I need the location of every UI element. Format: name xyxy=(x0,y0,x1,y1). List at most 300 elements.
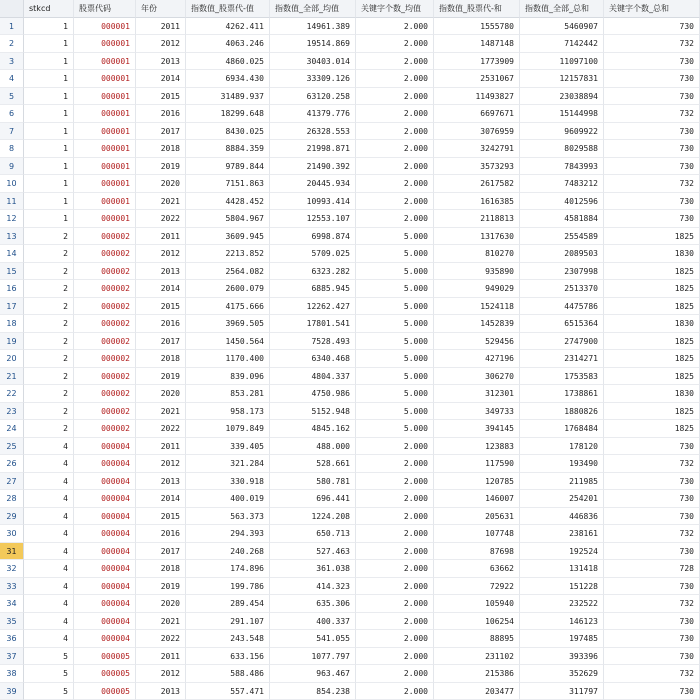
row-number[interactable]: 23 xyxy=(0,403,24,421)
year-cell[interactable]: 2016 xyxy=(136,315,186,333)
row-number[interactable]: 39 xyxy=(0,683,24,700)
keyword-count-mean-cell[interactable]: 2.000 xyxy=(356,123,434,141)
stock-code-cell[interactable]: 000001 xyxy=(74,158,136,176)
stkcd-cell[interactable]: 4 xyxy=(24,543,74,561)
keyword-count-sum-cell[interactable]: 1825 xyxy=(604,368,700,386)
index-all-sum-cell[interactable]: 232522 xyxy=(520,595,604,613)
index-stock-value-cell[interactable]: 6934.430 xyxy=(186,70,270,88)
index-all-mean-cell[interactable]: 635.306 xyxy=(270,595,356,613)
index-stock-value-cell[interactable]: 588.486 xyxy=(186,665,270,683)
index-all-mean-cell[interactable]: 41379.776 xyxy=(270,105,356,123)
year-cell[interactable]: 2016 xyxy=(136,525,186,543)
index-all-mean-cell[interactable]: 5709.025 xyxy=(270,245,356,263)
keyword-count-mean-cell[interactable]: 2.000 xyxy=(356,595,434,613)
index-stock-sum-cell[interactable]: 2617582 xyxy=(434,175,520,193)
stkcd-cell[interactable]: 4 xyxy=(24,473,74,491)
row-number[interactable]: 14 xyxy=(0,245,24,263)
stkcd-cell[interactable]: 1 xyxy=(24,140,74,158)
index-stock-value-cell[interactable]: 18299.648 xyxy=(186,105,270,123)
table-row[interactable] xyxy=(0,210,700,228)
index-stock-value-cell[interactable]: 330.918 xyxy=(186,473,270,491)
index-stock-sum-cell[interactable]: 11493827 xyxy=(434,88,520,106)
keyword-count-sum-cell[interactable]: 732 xyxy=(604,525,700,543)
year-cell[interactable]: 2018 xyxy=(136,140,186,158)
index-stock-sum-cell[interactable]: 1524118 xyxy=(434,298,520,316)
stkcd-cell[interactable]: 1 xyxy=(24,105,74,123)
keyword-count-sum-cell[interactable]: 1830 xyxy=(604,385,700,403)
keyword-count-mean-cell[interactable]: 2.000 xyxy=(356,665,434,683)
index-all-sum-cell[interactable]: 8029588 xyxy=(520,140,604,158)
stkcd-cell[interactable]: 2 xyxy=(24,385,74,403)
row-number[interactable]: 27 xyxy=(0,473,24,491)
year-cell[interactable]: 2013 xyxy=(136,263,186,281)
year-cell[interactable]: 2012 xyxy=(136,455,186,473)
year-cell[interactable]: 2013 xyxy=(136,53,186,71)
index-all-mean-cell[interactable]: 12262.427 xyxy=(270,298,356,316)
index-all-sum-cell[interactable]: 12157831 xyxy=(520,70,604,88)
table-row[interactable] xyxy=(0,298,700,316)
index-all-sum-cell[interactable]: 6515364 xyxy=(520,315,604,333)
index-stock-sum-header[interactable]: 指数值_股票代-和 xyxy=(434,0,520,18)
table-row[interactable] xyxy=(0,560,700,578)
keyword-count-mean-header[interactable]: 关键字个数_均值 xyxy=(356,0,434,18)
year-cell[interactable]: 2014 xyxy=(136,490,186,508)
index-all-sum-header[interactable]: 指数值_全部_总和 xyxy=(520,0,604,18)
index-stock-sum-cell[interactable]: 123883 xyxy=(434,438,520,456)
year-cell[interactable]: 2017 xyxy=(136,543,186,561)
index-stock-value-header[interactable]: 指数值_股票代-值 xyxy=(186,0,270,18)
index-all-mean-cell[interactable]: 650.713 xyxy=(270,525,356,543)
index-stock-sum-cell[interactable]: 105940 xyxy=(434,595,520,613)
stock-code-cell[interactable]: 000002 xyxy=(74,403,136,421)
year-cell[interactable]: 2022 xyxy=(136,420,186,438)
table-row[interactable] xyxy=(0,613,700,631)
table-row[interactable] xyxy=(0,315,700,333)
index-stock-sum-cell[interactable]: 205631 xyxy=(434,508,520,526)
index-all-mean-cell[interactable]: 26328.553 xyxy=(270,123,356,141)
row-number[interactable]: 20 xyxy=(0,350,24,368)
stock-code-cell[interactable]: 000001 xyxy=(74,88,136,106)
keyword-count-mean-cell[interactable]: 2.000 xyxy=(356,683,434,700)
keyword-count-mean-cell[interactable]: 5.000 xyxy=(356,245,434,263)
index-stock-value-cell[interactable]: 2564.082 xyxy=(186,263,270,281)
index-stock-value-cell[interactable]: 9789.844 xyxy=(186,158,270,176)
stock-code-cell[interactable]: 000002 xyxy=(74,298,136,316)
stkcd-cell[interactable]: 4 xyxy=(24,613,74,631)
index-all-mean-cell[interactable]: 19514.869 xyxy=(270,35,356,53)
keyword-count-sum-cell[interactable]: 730 xyxy=(604,18,700,36)
year-cell[interactable]: 2013 xyxy=(136,683,186,700)
stkcd-cell[interactable]: 2 xyxy=(24,298,74,316)
index-all-sum-cell[interactable]: 2747900 xyxy=(520,333,604,351)
index-all-mean-cell[interactable]: 414.323 xyxy=(270,578,356,596)
index-all-sum-cell[interactable]: 4012596 xyxy=(520,193,604,211)
keyword-count-mean-cell[interactable]: 2.000 xyxy=(356,648,434,666)
index-all-mean-cell[interactable]: 1077.797 xyxy=(270,648,356,666)
keyword-count-mean-cell[interactable]: 2.000 xyxy=(356,193,434,211)
keyword-count-sum-cell[interactable]: 730 xyxy=(604,578,700,596)
keyword-count-mean-cell[interactable]: 2.000 xyxy=(356,53,434,71)
index-stock-sum-cell[interactable]: 1773909 xyxy=(434,53,520,71)
table-row[interactable] xyxy=(0,665,700,683)
stkcd-cell[interactable]: 5 xyxy=(24,648,74,666)
stkcd-cell[interactable]: 2 xyxy=(24,403,74,421)
stkcd-cell[interactable]: 1 xyxy=(24,193,74,211)
index-all-sum-cell[interactable]: 7483212 xyxy=(520,175,604,193)
stock-code-cell[interactable]: 000002 xyxy=(74,350,136,368)
index-all-mean-cell[interactable]: 10993.414 xyxy=(270,193,356,211)
keyword-count-sum-cell[interactable]: 1825 xyxy=(604,263,700,281)
stock-code-cell[interactable]: 000001 xyxy=(74,53,136,71)
index-all-mean-cell[interactable]: 21490.392 xyxy=(270,158,356,176)
index-all-mean-cell[interactable]: 30403.014 xyxy=(270,53,356,71)
stock-code-cell[interactable]: 000004 xyxy=(74,508,136,526)
keyword-count-mean-cell[interactable]: 2.000 xyxy=(356,35,434,53)
index-all-sum-cell[interactable]: 15144998 xyxy=(520,105,604,123)
year-cell[interactable]: 2021 xyxy=(136,193,186,211)
row-number[interactable]: 8 xyxy=(0,140,24,158)
keyword-count-mean-cell[interactable]: 2.000 xyxy=(356,158,434,176)
index-all-mean-cell[interactable]: 5152.948 xyxy=(270,403,356,421)
year-cell[interactable]: 2015 xyxy=(136,298,186,316)
row-number[interactable]: 11 xyxy=(0,193,24,211)
index-all-sum-cell[interactable]: 11097100 xyxy=(520,53,604,71)
keyword-count-sum-cell[interactable]: 1830 xyxy=(604,245,700,263)
year-cell[interactable]: 2012 xyxy=(136,665,186,683)
row-number[interactable]: 28 xyxy=(0,490,24,508)
keyword-count-sum-cell[interactable]: 1825 xyxy=(604,298,700,316)
year-cell[interactable]: 2014 xyxy=(136,280,186,298)
keyword-count-sum-cell[interactable]: 730 xyxy=(604,53,700,71)
index-all-sum-cell[interactable]: 178120 xyxy=(520,438,604,456)
keyword-count-mean-cell[interactable]: 2.000 xyxy=(356,88,434,106)
keyword-count-sum-cell[interactable]: 730 xyxy=(604,630,700,648)
stkcd-cell[interactable]: 2 xyxy=(24,350,74,368)
year-cell[interactable]: 2015 xyxy=(136,508,186,526)
table-row[interactable] xyxy=(0,543,700,561)
row-number[interactable]: 17 xyxy=(0,298,24,316)
year-cell[interactable]: 2012 xyxy=(136,35,186,53)
keyword-count-sum-cell[interactable]: 730 xyxy=(604,490,700,508)
keyword-count-mean-cell[interactable]: 5.000 xyxy=(356,368,434,386)
stock-code-cell[interactable]: 000004 xyxy=(74,630,136,648)
table-row[interactable] xyxy=(0,228,700,246)
row-number[interactable]: 26 xyxy=(0,455,24,473)
stock-code-cell[interactable]: 000001 xyxy=(74,175,136,193)
year-cell[interactable]: 2015 xyxy=(136,88,186,106)
index-all-sum-cell[interactable]: 4475786 xyxy=(520,298,604,316)
keyword-count-mean-cell[interactable]: 2.000 xyxy=(356,543,434,561)
index-stock-sum-cell[interactable]: 1317630 xyxy=(434,228,520,246)
table-row[interactable] xyxy=(0,578,700,596)
keyword-count-sum-cell[interactable]: 730 xyxy=(604,613,700,631)
index-all-sum-cell[interactable]: 2089503 xyxy=(520,245,604,263)
keyword-count-sum-cell[interactable]: 732 xyxy=(604,105,700,123)
stock-code-cell[interactable]: 000001 xyxy=(74,193,136,211)
stock-code-cell[interactable]: 000004 xyxy=(74,525,136,543)
index-all-mean-cell[interactable]: 6998.874 xyxy=(270,228,356,246)
row-number[interactable]: 13 xyxy=(0,228,24,246)
table-row[interactable] xyxy=(0,490,700,508)
stock-code-cell[interactable]: 000002 xyxy=(74,333,136,351)
stock-code-cell[interactable]: 000001 xyxy=(74,210,136,228)
year-cell[interactable]: 2021 xyxy=(136,613,186,631)
index-all-mean-cell[interactable]: 854.238 xyxy=(270,683,356,700)
stock-code-header[interactable]: 股票代码 xyxy=(74,0,136,18)
index-all-mean-cell[interactable]: 6323.282 xyxy=(270,263,356,281)
index-all-mean-cell[interactable]: 488.000 xyxy=(270,438,356,456)
year-cell[interactable]: 2020 xyxy=(136,595,186,613)
index-stock-value-cell[interactable]: 2213.852 xyxy=(186,245,270,263)
index-stock-sum-cell[interactable]: 63662 xyxy=(434,560,520,578)
table-row[interactable] xyxy=(0,263,700,281)
index-all-mean-cell[interactable]: 21998.871 xyxy=(270,140,356,158)
keyword-count-mean-cell[interactable]: 2.000 xyxy=(356,508,434,526)
stock-code-cell[interactable]: 000004 xyxy=(74,613,136,631)
keyword-count-sum-cell[interactable]: 730 xyxy=(604,210,700,228)
stkcd-cell[interactable]: 4 xyxy=(24,630,74,648)
index-stock-sum-cell[interactable]: 88895 xyxy=(434,630,520,648)
index-stock-value-cell[interactable]: 339.405 xyxy=(186,438,270,456)
index-all-sum-cell[interactable]: 23038894 xyxy=(520,88,604,106)
table-row[interactable] xyxy=(0,385,700,403)
stkcd-cell[interactable]: 4 xyxy=(24,525,74,543)
index-all-mean-cell[interactable]: 361.038 xyxy=(270,560,356,578)
stkcd-cell[interactable]: 2 xyxy=(24,420,74,438)
index-all-mean-cell[interactable]: 400.337 xyxy=(270,613,356,631)
stkcd-cell[interactable]: 2 xyxy=(24,228,74,246)
index-all-mean-cell[interactable]: 696.441 xyxy=(270,490,356,508)
keyword-count-sum-cell[interactable]: 1825 xyxy=(604,420,700,438)
index-all-mean-cell[interactable]: 580.781 xyxy=(270,473,356,491)
keyword-count-mean-cell[interactable]: 2.000 xyxy=(356,175,434,193)
stock-code-cell[interactable]: 000004 xyxy=(74,490,136,508)
index-all-sum-cell[interactable]: 197485 xyxy=(520,630,604,648)
table-row[interactable] xyxy=(0,35,700,53)
stock-code-cell[interactable]: 000001 xyxy=(74,123,136,141)
stkcd-cell[interactable]: 1 xyxy=(24,53,74,71)
keyword-count-mean-cell[interactable]: 5.000 xyxy=(356,263,434,281)
stkcd-cell[interactable]: 4 xyxy=(24,490,74,508)
year-cell[interactable]: 2018 xyxy=(136,560,186,578)
index-all-sum-cell[interactable]: 9609922 xyxy=(520,123,604,141)
keyword-count-sum-cell[interactable]: 730 xyxy=(604,193,700,211)
index-all-sum-cell[interactable]: 2307998 xyxy=(520,263,604,281)
index-all-sum-cell[interactable]: 238161 xyxy=(520,525,604,543)
row-number[interactable]: 30 xyxy=(0,525,24,543)
index-all-mean-cell[interactable]: 6340.468 xyxy=(270,350,356,368)
year-cell[interactable]: 2019 xyxy=(136,578,186,596)
index-all-sum-cell[interactable]: 393396 xyxy=(520,648,604,666)
table-row[interactable] xyxy=(0,403,700,421)
table-row[interactable] xyxy=(0,648,700,666)
index-stock-sum-cell[interactable]: 3242791 xyxy=(434,140,520,158)
table-row[interactable] xyxy=(0,70,700,88)
index-stock-value-cell[interactable]: 8884.359 xyxy=(186,140,270,158)
stock-code-cell[interactable]: 000002 xyxy=(74,368,136,386)
table-row[interactable] xyxy=(0,455,700,473)
index-stock-sum-cell[interactable]: 1487148 xyxy=(434,35,520,53)
index-stock-sum-cell[interactable]: 306270 xyxy=(434,368,520,386)
year-cell[interactable]: 2022 xyxy=(136,630,186,648)
stock-code-cell[interactable]: 000001 xyxy=(74,105,136,123)
stkcd-cell[interactable]: 1 xyxy=(24,35,74,53)
keyword-count-sum-cell[interactable]: 730 xyxy=(604,473,700,491)
index-stock-value-cell[interactable]: 199.786 xyxy=(186,578,270,596)
stock-code-cell[interactable]: 000004 xyxy=(74,578,136,596)
stock-code-cell[interactable]: 000002 xyxy=(74,280,136,298)
row-number[interactable]: 25 xyxy=(0,438,24,456)
stock-code-cell[interactable]: 000004 xyxy=(74,543,136,561)
table-row[interactable] xyxy=(0,53,700,71)
table-row[interactable] xyxy=(0,438,700,456)
index-stock-value-cell[interactable]: 174.896 xyxy=(186,560,270,578)
row-number[interactable]: 35 xyxy=(0,613,24,631)
row-number[interactable]: 18 xyxy=(0,315,24,333)
index-stock-value-cell[interactable]: 2600.079 xyxy=(186,280,270,298)
row-number[interactable]: 10 xyxy=(0,175,24,193)
index-stock-sum-cell[interactable]: 72922 xyxy=(434,578,520,596)
keyword-count-sum-cell[interactable]: 730 xyxy=(604,140,700,158)
year-cell[interactable]: 2020 xyxy=(136,175,186,193)
index-stock-sum-cell[interactable]: 1616385 xyxy=(434,193,520,211)
index-all-mean-cell[interactable]: 4804.337 xyxy=(270,368,356,386)
index-stock-sum-cell[interactable]: 231102 xyxy=(434,648,520,666)
table-row[interactable] xyxy=(0,158,700,176)
stkcd-cell[interactable]: 2 xyxy=(24,245,74,263)
index-stock-value-cell[interactable]: 557.471 xyxy=(186,683,270,700)
keyword-count-sum-cell[interactable]: 730 xyxy=(604,158,700,176)
row-number[interactable]: 33 xyxy=(0,578,24,596)
table-row[interactable] xyxy=(0,140,700,158)
stock-code-cell[interactable]: 000005 xyxy=(74,648,136,666)
keyword-count-sum-cell[interactable]: 730 xyxy=(604,683,700,700)
stock-code-cell[interactable]: 000002 xyxy=(74,263,136,281)
stkcd-cell[interactable]: 1 xyxy=(24,123,74,141)
keyword-count-mean-cell[interactable]: 5.000 xyxy=(356,315,434,333)
index-all-sum-cell[interactable]: 5460907 xyxy=(520,18,604,36)
keyword-count-mean-cell[interactable]: 5.000 xyxy=(356,350,434,368)
row-number-header[interactable] xyxy=(0,0,24,18)
row-number[interactable]: 2 xyxy=(0,35,24,53)
index-stock-sum-cell[interactable]: 3076959 xyxy=(434,123,520,141)
keyword-count-mean-cell[interactable]: 2.000 xyxy=(356,630,434,648)
keyword-count-mean-cell[interactable]: 5.000 xyxy=(356,420,434,438)
table-row[interactable] xyxy=(0,123,700,141)
stkcd-cell[interactable]: 1 xyxy=(24,175,74,193)
row-number[interactable]: 21 xyxy=(0,368,24,386)
row-number[interactable]: 31 xyxy=(0,543,24,561)
table-row[interactable] xyxy=(0,105,700,123)
table-row[interactable] xyxy=(0,350,700,368)
table-row[interactable] xyxy=(0,473,700,491)
index-stock-value-cell[interactable]: 4063.246 xyxy=(186,35,270,53)
index-all-sum-cell[interactable]: 1753583 xyxy=(520,368,604,386)
index-stock-value-cell[interactable]: 958.173 xyxy=(186,403,270,421)
table-row[interactable] xyxy=(0,193,700,211)
stock-code-cell[interactable]: 000001 xyxy=(74,70,136,88)
keyword-count-mean-cell[interactable]: 5.000 xyxy=(356,298,434,316)
index-stock-sum-cell[interactable]: 6697671 xyxy=(434,105,520,123)
keyword-count-sum-cell[interactable]: 730 xyxy=(604,508,700,526)
keyword-count-mean-cell[interactable]: 5.000 xyxy=(356,228,434,246)
index-all-sum-cell[interactable]: 2554589 xyxy=(520,228,604,246)
year-cell[interactable]: 2011 xyxy=(136,18,186,36)
keyword-count-mean-cell[interactable]: 2.000 xyxy=(356,455,434,473)
index-all-sum-cell[interactable]: 7843993 xyxy=(520,158,604,176)
index-stock-value-cell[interactable]: 4262.411 xyxy=(186,18,270,36)
year-cell[interactable]: 2011 xyxy=(136,228,186,246)
index-all-sum-cell[interactable]: 131418 xyxy=(520,560,604,578)
index-all-sum-cell[interactable]: 211985 xyxy=(520,473,604,491)
index-stock-sum-cell[interactable]: 106254 xyxy=(434,613,520,631)
row-number[interactable]: 32 xyxy=(0,560,24,578)
index-stock-sum-cell[interactable]: 203477 xyxy=(434,683,520,700)
index-all-sum-cell[interactable]: 1880826 xyxy=(520,403,604,421)
index-all-mean-cell[interactable]: 20445.934 xyxy=(270,175,356,193)
index-all-mean-cell[interactable]: 17801.541 xyxy=(270,315,356,333)
row-number[interactable]: 19 xyxy=(0,333,24,351)
stock-code-cell[interactable]: 000002 xyxy=(74,315,136,333)
stkcd-cell[interactable]: 4 xyxy=(24,595,74,613)
keyword-count-mean-cell[interactable]: 2.000 xyxy=(356,490,434,508)
keyword-count-mean-cell[interactable]: 2.000 xyxy=(356,578,434,596)
index-all-mean-cell[interactable]: 527.463 xyxy=(270,543,356,561)
keyword-count-sum-cell[interactable]: 730 xyxy=(604,123,700,141)
keyword-count-sum-cell[interactable]: 732 xyxy=(604,175,700,193)
table-row[interactable] xyxy=(0,508,700,526)
keyword-count-mean-cell[interactable]: 5.000 xyxy=(356,385,434,403)
stkcd-cell[interactable]: 2 xyxy=(24,280,74,298)
stock-code-cell[interactable]: 000004 xyxy=(74,473,136,491)
year-header[interactable]: 年份 xyxy=(136,0,186,18)
index-all-mean-cell[interactable]: 1224.208 xyxy=(270,508,356,526)
keyword-count-sum-cell[interactable]: 730 xyxy=(604,438,700,456)
index-stock-sum-cell[interactable]: 810270 xyxy=(434,245,520,263)
index-all-mean-cell[interactable]: 541.055 xyxy=(270,630,356,648)
index-stock-value-cell[interactable]: 853.281 xyxy=(186,385,270,403)
index-all-mean-cell[interactable]: 4750.986 xyxy=(270,385,356,403)
table-row[interactable] xyxy=(0,333,700,351)
stock-code-cell[interactable]: 000001 xyxy=(74,140,136,158)
index-stock-value-cell[interactable]: 1450.564 xyxy=(186,333,270,351)
index-stock-sum-cell[interactable]: 1555780 xyxy=(434,18,520,36)
keyword-count-sum-cell[interactable]: 1830 xyxy=(604,315,700,333)
index-stock-value-cell[interactable]: 563.373 xyxy=(186,508,270,526)
index-all-mean-cell[interactable]: 4845.162 xyxy=(270,420,356,438)
index-stock-sum-cell[interactable]: 3573293 xyxy=(434,158,520,176)
keyword-count-mean-cell[interactable]: 2.000 xyxy=(356,105,434,123)
index-all-sum-cell[interactable]: 7142442 xyxy=(520,35,604,53)
index-stock-sum-cell[interactable]: 215386 xyxy=(434,665,520,683)
table-row[interactable] xyxy=(0,18,700,36)
index-all-sum-cell[interactable]: 2513370 xyxy=(520,280,604,298)
stock-code-cell[interactable]: 000005 xyxy=(74,665,136,683)
keyword-count-sum-cell[interactable]: 732 xyxy=(604,35,700,53)
year-cell[interactable]: 2021 xyxy=(136,403,186,421)
index-stock-sum-cell[interactable]: 394145 xyxy=(434,420,520,438)
index-all-mean-cell[interactable]: 33309.126 xyxy=(270,70,356,88)
row-number[interactable]: 5 xyxy=(0,88,24,106)
index-all-mean-header[interactable]: 指数值_全部_均值 xyxy=(270,0,356,18)
index-all-mean-cell[interactable]: 6885.945 xyxy=(270,280,356,298)
year-cell[interactable]: 2017 xyxy=(136,333,186,351)
row-number[interactable]: 29 xyxy=(0,508,24,526)
index-all-sum-cell[interactable]: 1738861 xyxy=(520,385,604,403)
keyword-count-mean-cell[interactable]: 2.000 xyxy=(356,525,434,543)
index-all-sum-cell[interactable]: 311797 xyxy=(520,683,604,700)
keyword-count-mean-cell[interactable]: 2.000 xyxy=(356,210,434,228)
